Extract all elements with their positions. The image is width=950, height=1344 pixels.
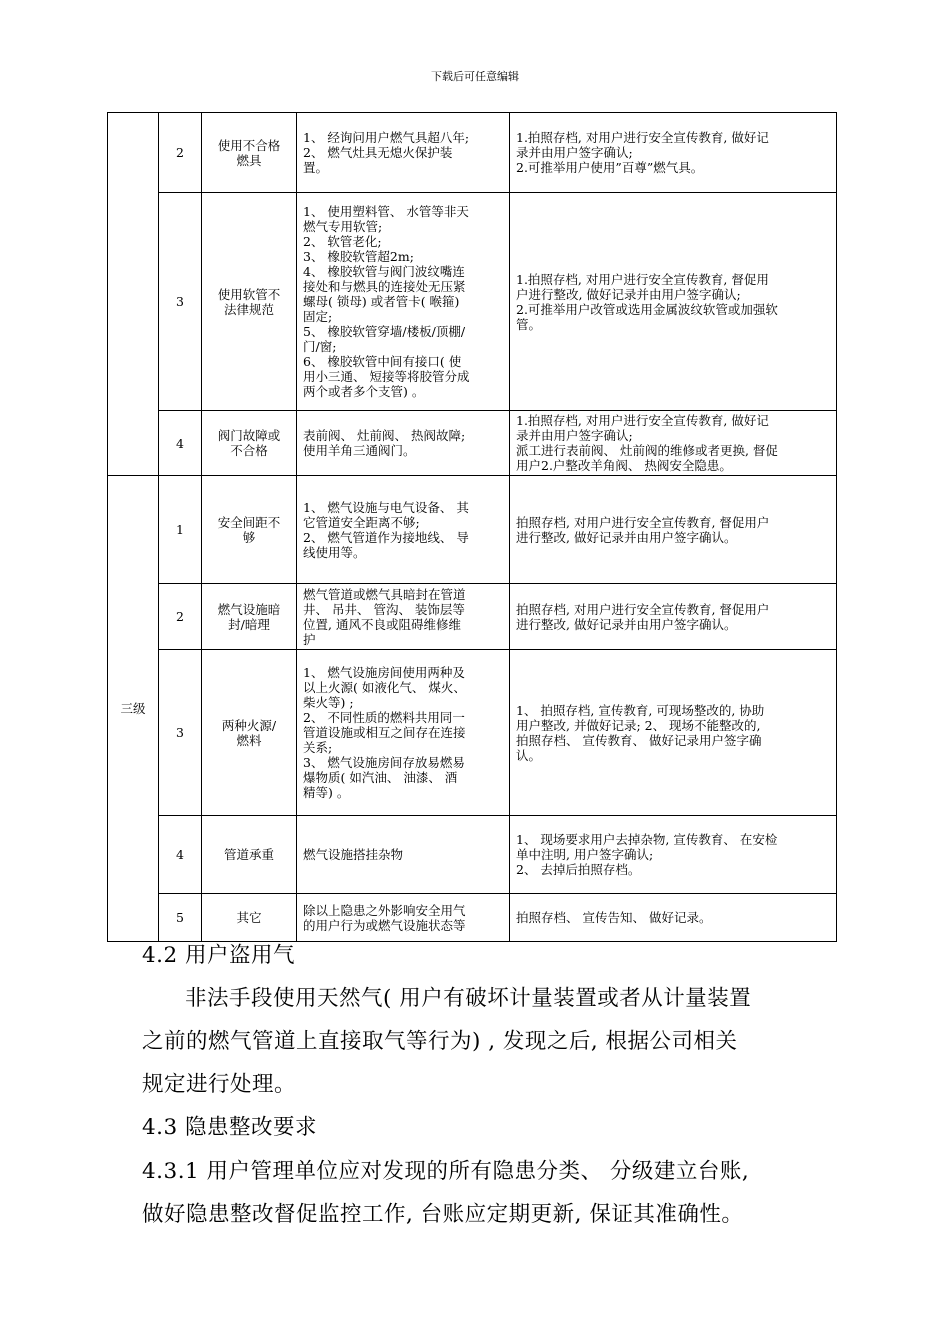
measure-line: 1.拍照存档, 对用户进行安全宣传教育, 督促用	[516, 271, 769, 287]
measure-cell	[510, 816, 837, 894]
category-line: 燃具	[236, 152, 262, 168]
issue-line: 6、 橡胶软管中间有接口( 使	[303, 354, 462, 369]
row-number: 3	[159, 193, 202, 411]
issue-line: 关系;	[303, 740, 333, 755]
category-cell	[202, 113, 297, 193]
section-heading-4-2: 4.2 用户盗用气	[142, 943, 296, 968]
issue-line: 的用户行为或燃气设施状态等	[303, 917, 466, 933]
measure-line: 拍照存档、 宣传教育、 做好记录用户签字确	[516, 732, 762, 748]
issue-cell	[297, 816, 510, 894]
issue-line: 螺母( 锁母) 或者管卡( 喉箍)	[303, 294, 460, 309]
issue-line: 燃气设施搭挂杂物	[303, 847, 404, 862]
issue-line: 以上火源( 如液化气、 煤火、	[303, 680, 466, 695]
measure-line: 管。	[516, 316, 542, 332]
measure-cell	[510, 650, 837, 816]
table-row	[108, 113, 837, 193]
category-line: 够	[242, 529, 256, 545]
row-number: 3	[159, 650, 202, 816]
issue-line: 两个或者多个支管) 。	[303, 384, 425, 399]
row-number: 4	[159, 411, 202, 476]
issue-cell	[297, 193, 510, 411]
issue-line: 2、 燃气灶具无熄火保护装	[303, 145, 453, 160]
issue-cell	[297, 411, 510, 476]
measure-line: 派工进行表前阀、 灶前阀的维修或者更换, 督促	[516, 443, 778, 458]
measure-line: 认。	[516, 747, 542, 763]
paragraph-line: 非法手段使用天然气( 用户有破坏计量装置或者从计量装置	[185, 986, 752, 1011]
category-line: 两种火源/	[221, 717, 277, 733]
table-row	[108, 650, 837, 816]
category-cell	[202, 816, 297, 894]
issue-line: 接处和与燃具的连接处无压紧	[303, 279, 466, 294]
table-row	[108, 411, 837, 476]
measure-line: 单中注明, 用户签字确认;	[516, 847, 654, 862]
measure-cell	[510, 584, 837, 650]
category-line: 阀门故障或	[217, 428, 281, 443]
category-line: 不合格	[230, 443, 268, 458]
measure-line: 拍照存档, 对用户进行安全宣传教育, 督促用户	[516, 601, 770, 617]
page-header: 下载后可任意编辑	[431, 70, 519, 83]
measure-line: 1、 现场要求用户去掉杂物, 宣传教育、 在安检	[516, 832, 778, 847]
row-number: 5	[159, 894, 202, 942]
table-row	[108, 476, 837, 584]
row-number: 1	[159, 476, 202, 584]
measure-line: 1.拍照存档, 对用户进行安全宣传教育, 做好记	[516, 130, 769, 145]
issue-cell	[297, 476, 510, 584]
issue-line: 除以上隐患之外影响安全用气	[303, 902, 466, 918]
measure-line: 1、 拍照存档, 宣传教育, 可现场整改的, 协助	[516, 702, 765, 718]
issue-line: 2、 不同性质的燃料共用同一	[303, 710, 465, 725]
category-line: 使用软管不	[217, 286, 281, 302]
issue-line: 置。	[303, 160, 329, 175]
issue-line: 表前阀、 灶前阀、 热阀故障;	[303, 428, 466, 443]
issue-line: 1、 燃气设施房间使用两种及	[303, 665, 465, 680]
measure-line: 2、 去掉后拍照存档。	[516, 862, 641, 877]
issue-line: 2、 燃气管道作为接地线、 导	[303, 529, 469, 545]
measure-cell	[510, 411, 837, 476]
issue-line: 3、 燃气设施房间存放易燃易	[303, 755, 465, 770]
category-line: 法律规范	[223, 301, 274, 317]
category-line: 管道承重	[223, 847, 274, 862]
measure-line: 录并由用户签字确认;	[516, 145, 633, 160]
level-cell: 三级	[108, 476, 159, 942]
issue-line: 柴火等) ;	[303, 695, 354, 710]
hazard-table	[107, 112, 837, 942]
issue-line: 燃气管道或燃气具暗封在管道	[303, 586, 466, 602]
table-row	[108, 584, 837, 650]
category-cell	[202, 584, 297, 650]
paragraph-line: 之前的燃气管道上直接取气等行为) , 发现之后, 根据公司相关	[142, 1029, 738, 1054]
issue-line: 用小三通、 短接等将胶管分成	[303, 369, 470, 384]
measure-line: 户进行整改, 做好记录并由用户签字确认;	[516, 286, 741, 302]
issue-line: 1、 燃气设施与电气设备、 其	[303, 499, 469, 515]
issue-line: 井、 吊井、 管沟、 装饰层等	[303, 601, 465, 617]
issue-line: 护	[303, 631, 316, 647]
table-row	[108, 816, 837, 894]
table-row	[108, 193, 837, 411]
issue-cell	[297, 584, 510, 650]
issue-line: 1、 经询问用户燃气具超八年;	[303, 130, 470, 145]
measure-line: 进行整改, 做好记录并由用户签字确认。	[516, 616, 737, 632]
category-cell	[202, 650, 297, 816]
issue-cell	[297, 113, 510, 193]
section-paragraph-4-3-1	[142, 1150, 812, 1236]
measure-line: 拍照存档、 宣传告知、 做好记录。	[516, 910, 712, 925]
measure-line: 2.可推举用户改管或选用金属波纹软管或加强软	[516, 301, 778, 317]
issue-line: 4、 橡胶软管与阀门波纹嘴连	[303, 264, 465, 279]
category-cell	[202, 411, 297, 476]
category-cell	[202, 476, 297, 584]
category-cell	[202, 193, 297, 411]
issue-line: 精等) 。	[303, 785, 350, 800]
row-number: 4	[159, 816, 202, 894]
issue-line: 3、 橡胶软管超2m;	[303, 249, 414, 264]
measure-line: 拍照存档, 对用户进行安全宣传教育, 督促用户	[516, 514, 770, 530]
issue-line: 固定;	[303, 309, 333, 324]
issue-line: 位置, 通风不良或阻碍维修维	[303, 616, 461, 632]
issue-line: 2、 软管老化;	[303, 234, 382, 249]
section-paragraph-4-2	[142, 977, 812, 1106]
issue-line: 线使用等。	[303, 544, 366, 560]
measure-cell	[510, 193, 837, 411]
category-line: 封/暗理	[228, 616, 270, 632]
category-line: 燃料	[236, 732, 262, 748]
measure-line: 1.拍照存档, 对用户进行安全宣传教育, 做好记	[516, 413, 769, 428]
category-line: 使用不合格	[217, 137, 281, 153]
issue-line: 燃气专用软管;	[303, 219, 383, 234]
category-line: 燃气设施暗	[217, 601, 281, 617]
measure-line: 2.可推举用户使用”百尊”燃气具。	[516, 160, 704, 175]
issue-line: 1、 使用塑料管、 水管等非天	[303, 204, 469, 219]
measure-cell	[510, 476, 837, 584]
level-cell	[108, 113, 159, 476]
section-heading-4-3: 4.3 隐患整改要求	[142, 1115, 318, 1140]
paragraph-line: 规定进行处理。	[142, 1072, 297, 1097]
measure-line: 录并由用户签字确认;	[516, 428, 633, 443]
measure-line: 进行整改, 做好记录并由用户签字确认。	[516, 529, 737, 545]
issue-line: 管道设施或相互之间存在连接	[303, 725, 466, 740]
issue-line: 门/窗;	[303, 339, 337, 354]
category-line: 其它	[236, 910, 262, 925]
issue-cell	[297, 650, 510, 816]
measure-line: 用户整改, 并做好记录; 2、 现场不能整改的,	[516, 717, 761, 733]
issue-line: 它管道安全距离不够;	[303, 514, 420, 530]
paragraph-line: 做好隐患整改督促监控工作, 台账应定期更新, 保证其准确性。	[142, 1202, 744, 1227]
row-number: 2	[159, 584, 202, 650]
row-number: 2	[159, 113, 202, 193]
paragraph-line: 4.3.1 用户管理单位应对发现的所有隐患分类、 分级建立台账,	[142, 1159, 750, 1184]
issue-line: 爆物质( 如汽油、 油漆、 酒	[303, 770, 458, 785]
issue-line: 使用羊角三通阀门。	[303, 443, 416, 458]
issue-line: 5、 橡胶软管穿墙/楼板/顶棚/	[303, 324, 466, 339]
measure-line: 用户2.户整改羊角阀、 热阀安全隐患。	[516, 458, 732, 473]
category-line: 安全间距不	[217, 514, 281, 530]
measure-cell	[510, 113, 837, 193]
